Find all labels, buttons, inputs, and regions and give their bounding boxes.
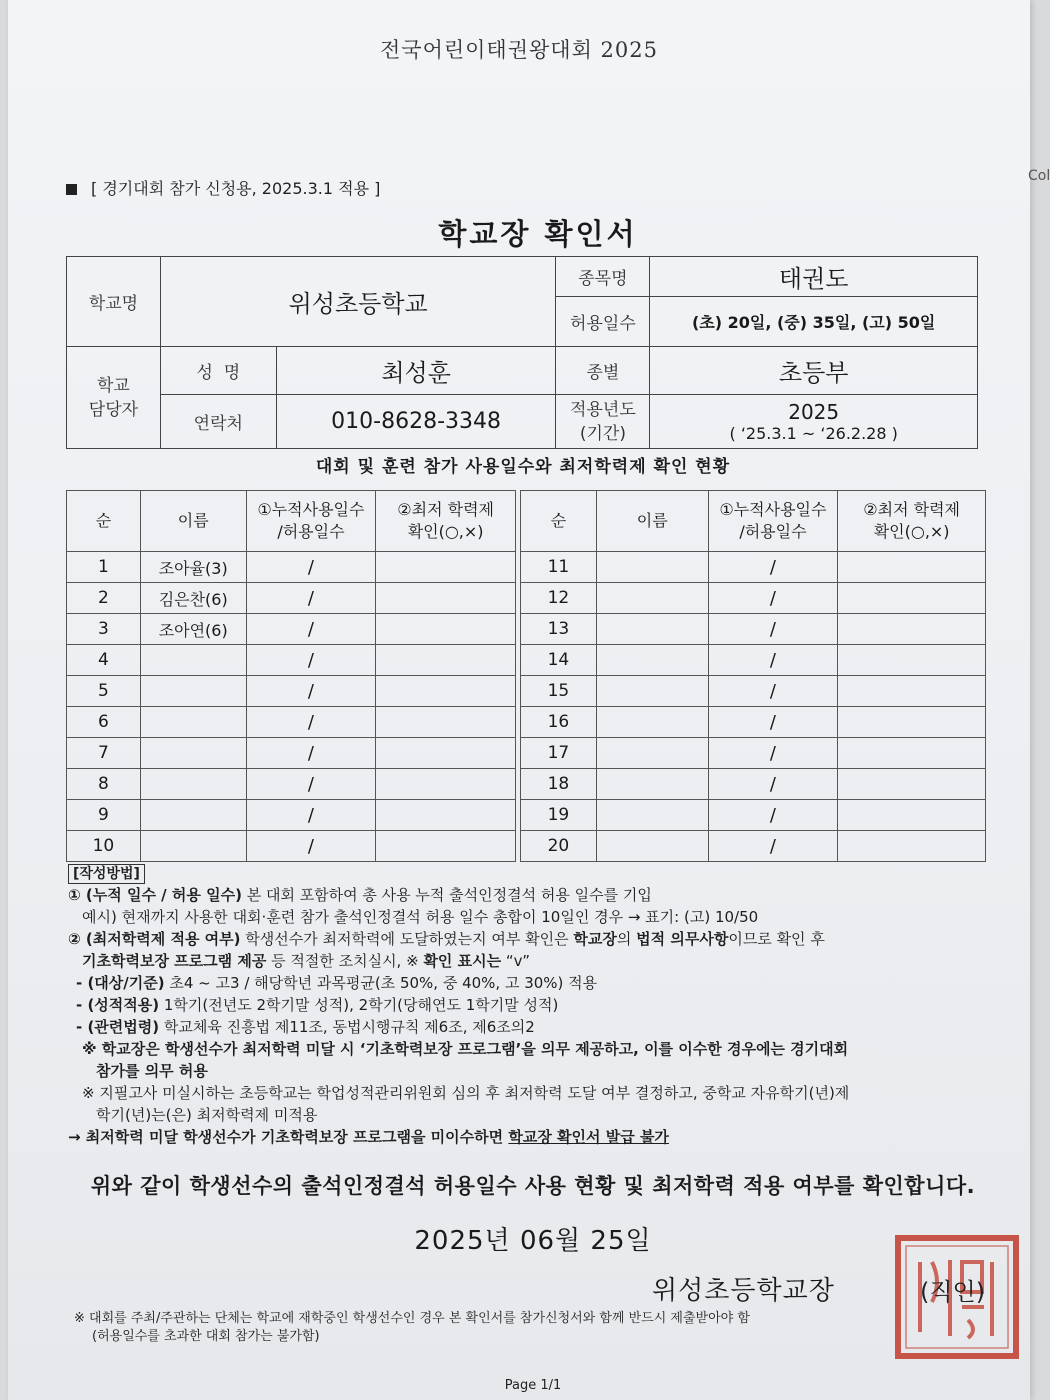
check-cell (838, 800, 986, 831)
days-cell: / (708, 676, 838, 707)
instr-line-3-end: 이므로 확인 후 (728, 930, 825, 948)
check-cell (376, 645, 516, 676)
table-row (67, 552, 516, 583)
days-cell: / (708, 831, 838, 862)
student-name (140, 707, 246, 738)
student-name (140, 800, 246, 831)
check-cell (376, 738, 516, 769)
student-name (140, 769, 246, 800)
check-cell (838, 707, 986, 738)
table-row (67, 738, 516, 769)
check-cell (838, 645, 986, 676)
days-cell: / (246, 552, 376, 583)
student-name (596, 552, 708, 583)
division-value: 초등부 (650, 347, 978, 395)
col-no-header: 순 (67, 491, 141, 552)
days-cell: / (246, 800, 376, 831)
col-no-header: 순 (521, 491, 597, 552)
section-title: 대회 및 훈련 참가 사용일수와 최저학력제 확인 현황 (315, 457, 731, 477)
student-name: 김은찬(6) (140, 583, 246, 614)
instr-line-6-bold: - (성적적용) (76, 996, 160, 1014)
instr-line-2: 예시) 현재까지 사용한 대회·훈련 참가 출석인정결석 허용 일수 총합이 10일인 경우 → 표기: (고) 10/50 (82, 908, 759, 926)
table-row (67, 831, 516, 862)
row-no: 6 (67, 707, 141, 738)
student-name (140, 676, 246, 707)
days-cell: / (708, 614, 838, 645)
row-no: 1 (67, 552, 141, 583)
usage-note (66, 176, 380, 199)
school-label: 학교명 (67, 257, 161, 347)
table-row (521, 831, 986, 862)
instr-line-3: 학생선수가 최저학력에 도달하였는지 여부 확인은 (240, 930, 574, 948)
days-cell: / (708, 769, 838, 800)
table-row (521, 645, 986, 676)
student-name (596, 583, 708, 614)
instr-line-3-bold: ② (최저학력제 적용 여부) (68, 930, 241, 948)
student-name (140, 645, 246, 676)
check-cell (838, 738, 986, 769)
row-no: 19 (521, 800, 597, 831)
col-name-header: 이름 (596, 491, 708, 552)
check-cell (838, 831, 986, 862)
check-cell (376, 769, 516, 800)
row-no: 13 (521, 614, 597, 645)
name-value: 최성훈 (276, 347, 556, 395)
days-cell: / (246, 676, 376, 707)
student-name (596, 800, 708, 831)
name-label: 성 명 (160, 347, 276, 395)
table-row (521, 583, 986, 614)
row-no: 20 (521, 831, 597, 862)
table-row (67, 614, 516, 645)
table-row (67, 769, 516, 800)
document-page (8, 0, 1030, 1400)
days-cell: / (708, 707, 838, 738)
row-no: 4 (67, 645, 141, 676)
instr-line-6: 1학기(전년도 2학기말 성적), 2학기(당해연도 1학기말 성적) (159, 996, 559, 1014)
col-days-header: ①누적사용일수 /허용일수 (708, 491, 838, 552)
days-cell: / (708, 738, 838, 769)
instr-line-4-v: “v” (501, 952, 531, 970)
school-info-table (66, 256, 978, 449)
instr-line-1: 본 대회 포함하여 총 사용 누적 출석인정결석 허용 일수를 기입 (241, 886, 652, 904)
instr-line-5-bold: - (대상/기준) (76, 974, 165, 992)
row-no: 7 (67, 738, 141, 769)
instr-line-4-bold: 기초학력보장 프로그램 제공 (82, 952, 267, 970)
row-no: 8 (67, 769, 141, 800)
days-cell: / (246, 707, 376, 738)
days-cell: / (708, 552, 838, 583)
check-cell (376, 831, 516, 862)
roster-table-left (66, 490, 516, 862)
days-cell: / (246, 614, 376, 645)
days-cell: / (246, 583, 376, 614)
instr-line-7-bold: - (관련법령) (76, 1018, 160, 1036)
square-bullet-icon (66, 184, 77, 195)
table-row (67, 645, 516, 676)
issue-date: 2025년 06월 25일 (414, 1226, 652, 1256)
days-cell: / (708, 645, 838, 676)
table-row (521, 769, 986, 800)
phone-label: 연락처 (160, 395, 276, 449)
days-cell: / (246, 645, 376, 676)
confirmation-statement: 위와 같이 학생선수의 출석인정결석 허용일수 사용 현황 및 최저학력 적용 여부를 확인합니다. (90, 1174, 976, 1198)
row-no: 2 (67, 583, 141, 614)
year-value: 2025 (788, 400, 840, 424)
check-cell (376, 800, 516, 831)
student-name (596, 614, 708, 645)
instr-line-3-particle: 의 (616, 930, 637, 948)
table-row (521, 707, 986, 738)
event-value: 태권도 (650, 257, 978, 297)
competition-title: 전국어린이태권왕대회 2025 (380, 38, 658, 62)
student-name (596, 707, 708, 738)
table-row (67, 800, 516, 831)
table-row (521, 738, 986, 769)
row-no: 5 (67, 676, 141, 707)
row-no: 10 (67, 831, 141, 862)
instr-line-4: 등 적절한 조치실시, ※ (266, 952, 424, 970)
col-check-header: ②최저 학력제 확인(○,×) (838, 491, 986, 552)
table-row (521, 800, 986, 831)
check-cell (838, 614, 986, 645)
days-cell: / (246, 831, 376, 862)
period-value: ( ‘25.3.1 ~ ‘26.2.28 ) (729, 424, 898, 443)
student-name: 조아율(3) (140, 552, 246, 583)
table-row (67, 707, 516, 738)
instr-line-11: 학기(년)는(은) 최저학력제 미적용 (96, 1106, 318, 1124)
phone-value: 010-8628-3348 (276, 395, 556, 449)
division-label: 종별 (556, 347, 650, 395)
page-number: Page 1/1 (504, 1378, 562, 1393)
instr-line-12-underline: 학교장 확인서 발급 불가 (508, 1128, 669, 1146)
check-cell (838, 676, 986, 707)
table-row (67, 676, 516, 707)
check-cell (376, 614, 516, 645)
check-cell (838, 552, 986, 583)
row-no: 18 (521, 769, 597, 800)
row-no: 15 (521, 676, 597, 707)
table-row (521, 552, 986, 583)
check-cell (376, 707, 516, 738)
principal-title: 위성초등학교장 (652, 1276, 835, 1306)
row-no: 12 (521, 583, 597, 614)
check-cell (838, 769, 986, 800)
student-name (596, 769, 708, 800)
usage-note-text: [ 경기대회 참가 신청용, 2025.3.1 적용 ] (91, 179, 381, 198)
roster-table-right (520, 490, 986, 862)
allowance-value: (초) 20일, (중) 35일, (고) 50일 (650, 297, 978, 347)
col-days-header: ①누적사용일수 /허용일수 (246, 491, 376, 552)
instr-line-3-principal: 학교장 (573, 930, 617, 948)
instr-line-1-bold: ① (누적 일수 / 허용 일수) (68, 886, 242, 904)
year-label: 적용년도 (기간) (556, 395, 650, 449)
table-row (521, 676, 986, 707)
row-no: 14 (521, 645, 597, 676)
allowance-label: 허용일수 (556, 297, 650, 347)
student-name (596, 738, 708, 769)
instr-line-7: 학교체육 진흥법 제11조, 동법시행규칙 제6조, 제6조의2 (159, 1018, 535, 1036)
days-cell: / (246, 769, 376, 800)
check-cell (838, 583, 986, 614)
document-title: 학교장 확인서 (438, 217, 638, 251)
instr-line-4-mark: 확인 표시는 (423, 952, 502, 970)
student-name (596, 831, 708, 862)
table-row (67, 583, 516, 614)
instr-line-12: → 최저학력 미달 학생선수가 기초학력보장 프로그램을 미이수하면 (68, 1128, 509, 1146)
instructions-heading: [작성방법] (68, 864, 145, 884)
days-cell: / (246, 738, 376, 769)
instr-line-5: 초4 ~ 고3 / 해당학년 과목평균(초 50%, 중 40%, 고 30%) 적용 (164, 974, 598, 992)
student-name (140, 738, 246, 769)
school-name: 위성초등학교 (160, 257, 556, 347)
instr-line-8: ※ 학교장은 학생선수가 최저학력 미달 시 ‘기초학력보장 프로그램’을 의무 제공하고, 이를 이수한 경우에는 경기대회 (82, 1040, 849, 1058)
student-name (596, 676, 708, 707)
row-no: 11 (521, 552, 597, 583)
student-name: 조아연(6) (140, 614, 246, 645)
year-cell (650, 395, 978, 449)
check-cell (376, 583, 516, 614)
instr-line-9: 참가를 의무 허용 (96, 1062, 208, 1080)
row-no: 16 (521, 707, 597, 738)
student-name (596, 645, 708, 676)
check-cell (376, 676, 516, 707)
footnote-line-1: ※ 대회를 주최/주관하는 단체는 학교에 재학중인 학생선수인 경우 본 확인서를 참가신청서와 함께 반드시 제출받아야 함 (74, 1311, 750, 1326)
days-cell: / (708, 583, 838, 614)
contact-person-label: 학교 담당자 (67, 347, 161, 449)
check-cell (376, 552, 516, 583)
footnote (74, 1310, 1004, 1346)
row-no: 17 (521, 738, 597, 769)
footnote-line-2: (허용일수를 초과한 대회 참가는 불가함) (92, 1329, 320, 1344)
instructions (68, 862, 998, 1148)
edge-text: Col (1028, 168, 1050, 184)
col-check-header: ②최저 학력제 확인(○,×) (376, 491, 516, 552)
days-cell: / (708, 800, 838, 831)
instr-line-3-duty: 법적 의무사항 (636, 930, 729, 948)
instr-line-10: ※ 지필고사 미실시하는 초등학교는 학업성적관리위원회 심의 후 최저학력 도달 여부 결정하고, 중학교 자유학기(년)제 (82, 1084, 850, 1102)
row-no: 3 (67, 614, 141, 645)
event-label: 종목명 (556, 257, 650, 297)
col-name-header: 이름 (140, 491, 246, 552)
row-no: 9 (67, 800, 141, 831)
seal-label: (직인) (920, 1278, 986, 1306)
student-name (140, 831, 246, 862)
table-row (521, 614, 986, 645)
